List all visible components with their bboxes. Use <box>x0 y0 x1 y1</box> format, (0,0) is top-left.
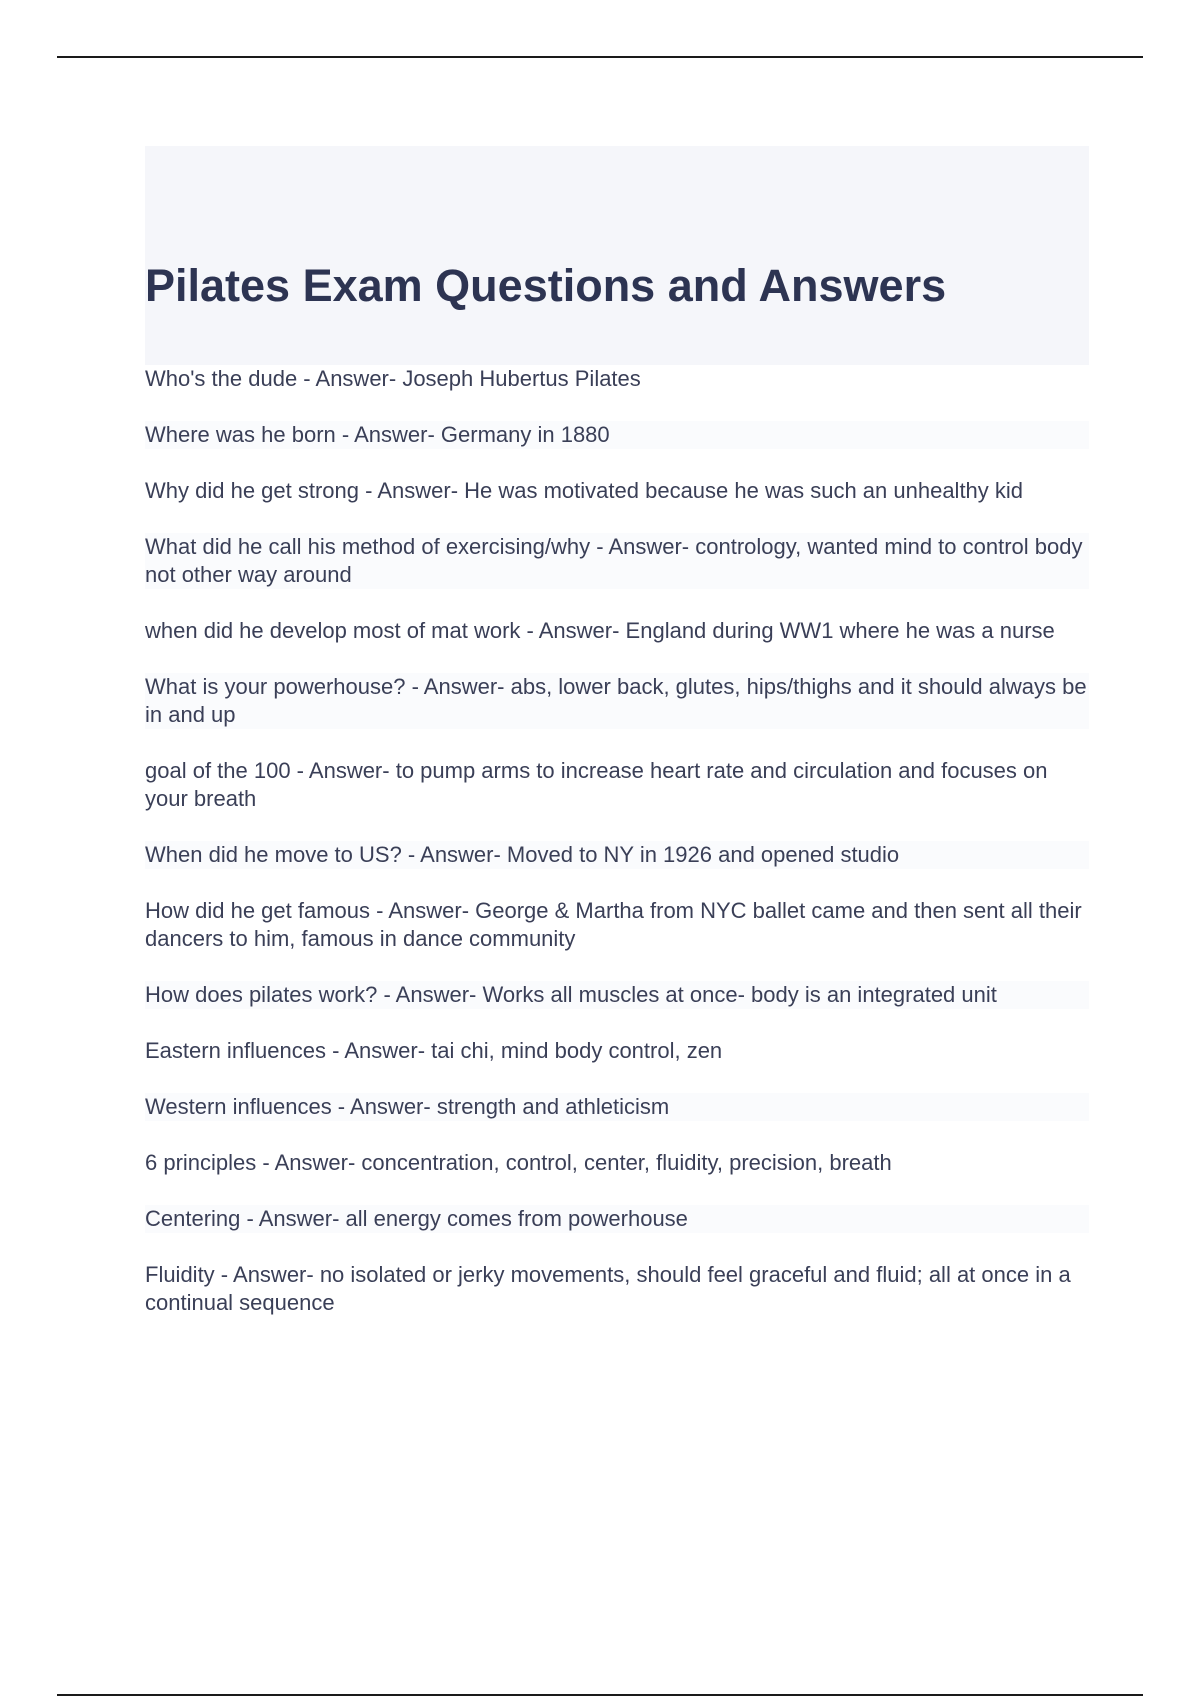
title-band <box>145 146 1089 368</box>
qa-item: when did he develop most of mat work - Answer- England during WW1 where he was a nurse <box>145 617 1089 645</box>
qa-item: What did he call his method of exercising/why - Answer- contrology, wanted mind to control body not other way around <box>145 533 1089 589</box>
qa-item: goal of the 100 - Answer- to pump arms to increase heart rate and circulation and focuses on your breath <box>145 757 1089 813</box>
qa-item: How does pilates work? - Answer- Works all muscles at once- body is an integrated unit <box>145 981 1089 1009</box>
qa-item: Centering - Answer- all energy comes from powerhouse <box>145 1205 1089 1233</box>
qa-item: Fluidity - Answer- no isolated or jerky movements, should feel graceful and fluid; all at once in a continual sequence <box>145 1261 1089 1317</box>
qa-item: Western influences - Answer- strength and athleticism <box>145 1093 1089 1121</box>
qa-item: Who's the dude - Answer- Joseph Hubertus Pilates <box>145 365 1089 393</box>
qa-item: Why did he get strong - Answer- He was motivated because he was such an unhealthy kid <box>145 477 1089 505</box>
bottom-rule <box>57 1694 1143 1696</box>
top-rule <box>57 56 1143 58</box>
qa-item: How did he get famous - Answer- George & Martha from NYC ballet came and then sent all their dancers to him, famous in dance community <box>145 897 1089 953</box>
qa-item: Eastern influences - Answer- tai chi, mind body control, zen <box>145 1037 1089 1065</box>
qa-item: When did he move to US? - Answer- Moved to NY in 1926 and opened studio <box>145 841 1089 869</box>
page-title: Pilates Exam Questions and Answers <box>145 260 947 311</box>
qa-item: Where was he born - Answer- Germany in 1880 <box>145 421 1089 449</box>
qa-item: 6 principles - Answer- concentration, control, center, fluidity, precision, breath <box>145 1149 1089 1177</box>
qa-item: What is your powerhouse? - Answer- abs, lower back, glutes, hips/thighs and it should always be in and up <box>145 673 1089 729</box>
qa-list <box>145 365 1089 1345</box>
